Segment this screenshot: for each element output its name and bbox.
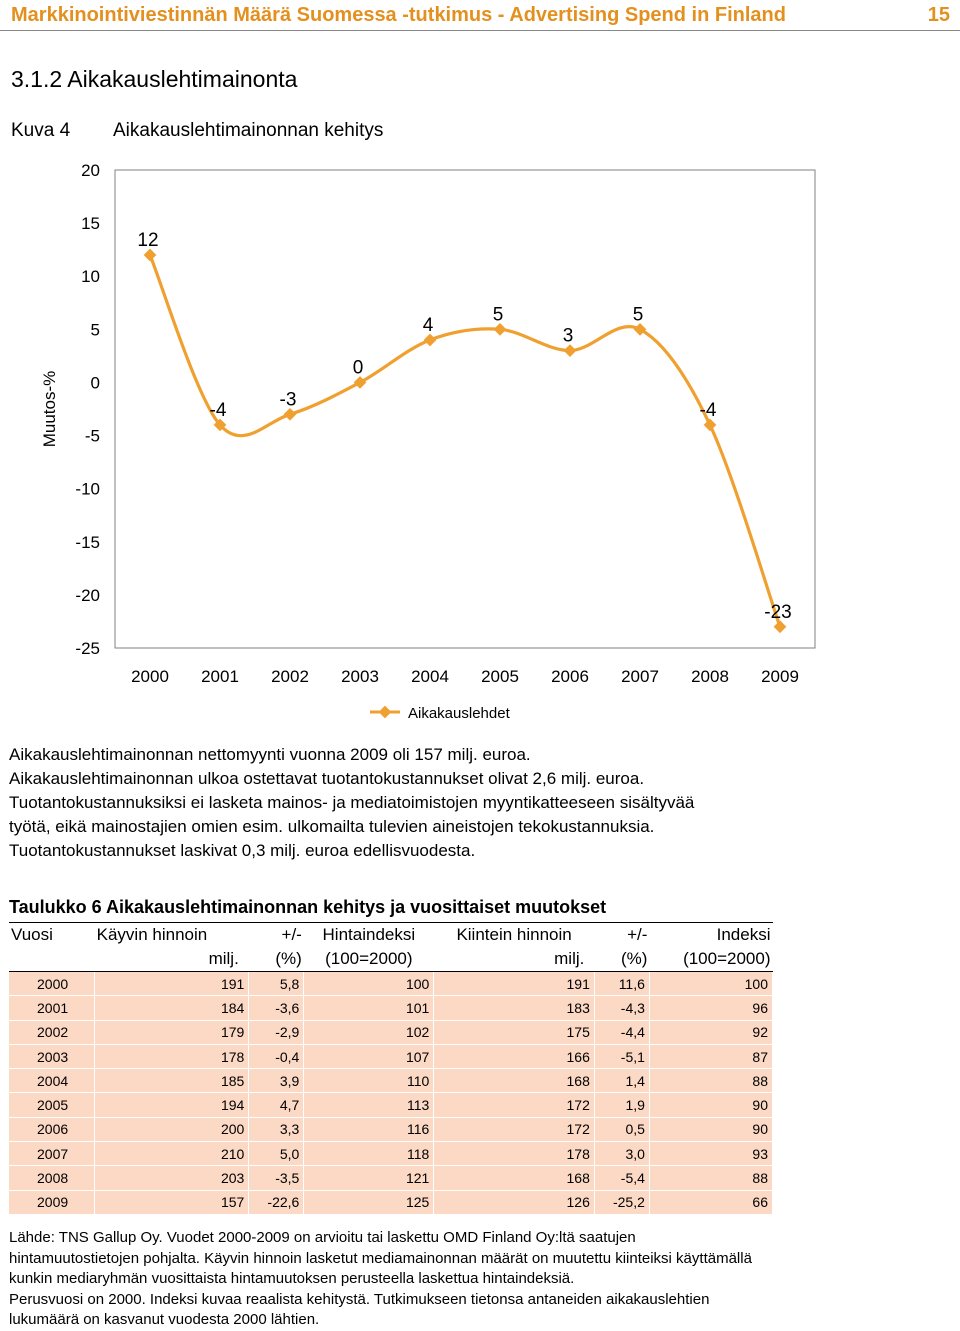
table-header-cell: Käyvin hinnoin <box>95 923 249 948</box>
source-line: hintamuutostietojen pohjalta. Käyvin hinnoin lasketut mediamainonnan määrät on muutettu kiinteiksi käyttämällä <box>9 1249 752 1267</box>
data-label: -23 <box>764 601 792 623</box>
x-tick-label: 2000 <box>131 667 169 686</box>
table-cell: 2004 <box>9 1069 95 1093</box>
x-tick-label: 2006 <box>551 667 589 686</box>
table-cell: 100 <box>649 972 772 996</box>
table-cell: 175 <box>434 1020 595 1044</box>
table-cell: 172 <box>434 1093 595 1117</box>
data-label: -4 <box>209 399 227 421</box>
source-line: Lähde: TNS Gallup Oy. Vuodet 2000-2009 on arvioitu tai laskettu OMD Finland Oy:ltä saatujen <box>9 1229 636 1246</box>
y-tick-label: -5 <box>84 426 100 446</box>
table-cell: 191 <box>95 972 249 996</box>
table-cell: 166 <box>434 1044 595 1068</box>
table-cell: -3,5 <box>249 1166 304 1190</box>
table-row <box>9 1044 773 1068</box>
table-cell: 11,6 <box>594 972 649 996</box>
x-tick-label: 2009 <box>761 667 799 686</box>
data-label: 3 <box>562 325 574 347</box>
table-cell: 172 <box>434 1117 595 1141</box>
table-cell: 168 <box>434 1069 595 1093</box>
table-cell: 2000 <box>9 972 95 996</box>
table-header-cell: Hintaindeksi <box>304 923 434 948</box>
table-cell: 107 <box>304 1044 434 1068</box>
table-cell: 203 <box>95 1166 249 1190</box>
table-title: Taulukko 6 Aikakauslehtimainonnan kehitys ja vuosittaiset muutokset <box>9 897 607 917</box>
paragraph-line: Tuotantokustannuksiksi ei lasketa mainos- ja mediatoimistojen myyntikatteeseen sisältyvää <box>9 793 695 812</box>
table-row <box>9 1142 773 1166</box>
source-line: Perusvuosi on 2000. Indeksi kuvaa reaalista kehitystä. Tutkimukseen tietonsa antaneiden aikakauslehtien <box>9 1290 710 1308</box>
table-cell: 1,4 <box>594 1069 649 1093</box>
table-cell: 2009 <box>9 1190 95 1214</box>
table-cell: 2005 <box>9 1093 95 1117</box>
data-label: 12 <box>137 229 159 251</box>
table-cell: 88 <box>649 1069 772 1093</box>
page-header <box>0 0 960 31</box>
y-tick-label: 20 <box>81 161 100 180</box>
data-table <box>9 922 773 1215</box>
table-cell: 157 <box>95 1190 249 1214</box>
table-header-row <box>9 923 773 948</box>
table-cell: 2006 <box>9 1117 95 1141</box>
table-row <box>9 1117 773 1141</box>
paragraph-line: Aikakauslehtimainonnan ulkoa ostettavat tuotantokustannukset olivat 2,6 milj. euroa. <box>9 769 645 788</box>
table-cell: 194 <box>95 1093 249 1117</box>
paragraph-line: työtä, eikä mainostajien omien esim. ulkomailta tulevien aineistojen tekokustannuksia. <box>9 817 655 836</box>
table-cell: -0,4 <box>249 1044 304 1068</box>
table-cell: 90 <box>649 1093 772 1117</box>
table-header-cell: (100=2000) <box>304 947 434 972</box>
table-row <box>9 1093 773 1117</box>
data-label: 0 <box>352 357 364 379</box>
table-header-text: milj. <box>208 949 239 968</box>
source-line: kunkin mediaryhmän vuosittaista hintamuutoksen perusteella laskettua hintaindeksiä. <box>9 1270 575 1287</box>
table-cell: 121 <box>304 1166 434 1190</box>
table-row <box>9 1069 773 1093</box>
header-title: Markkinointiviestinnän Määrä Suomessa -tutkimus - Advertising Spend in Finland <box>11 4 786 26</box>
legend-marker <box>379 706 392 719</box>
table-header-cell: (%) <box>594 947 649 972</box>
data-label: 5 <box>492 304 504 326</box>
series-line <box>150 255 780 627</box>
table-cell: 87 <box>649 1044 772 1068</box>
table-cell: -25,2 <box>594 1190 649 1214</box>
y-tick-label: 0 <box>90 373 100 393</box>
section-title: 3.1.2 Aikakauslehtimainonta <box>11 66 298 92</box>
table-row <box>9 1190 773 1214</box>
x-tick-label: 2008 <box>691 667 729 686</box>
data-label: 4 <box>422 314 434 336</box>
table-cell: 210 <box>95 1142 249 1166</box>
figure-title: Aikakauslehtimainonnan kehitys <box>113 120 384 141</box>
paragraph-line: Aikakauslehtimainonnan nettomyynti vuonna 2009 oli 157 milj. euroa. <box>9 745 531 764</box>
table-header-cell: Vuosi <box>9 923 95 948</box>
table-cell: -5,4 <box>594 1166 649 1190</box>
table-cell: 2003 <box>9 1044 95 1068</box>
x-tick-label: 2004 <box>411 667 449 686</box>
x-tick-label: 2003 <box>341 667 379 686</box>
page-number: 15 <box>927 4 950 26</box>
table-header-row <box>9 947 773 972</box>
y-tick-label: -15 <box>75 532 100 552</box>
table-cell: 183 <box>434 996 595 1020</box>
paragraph-line: Tuotantokustannukset laskivat 0,3 milj. euroa edellisvuodesta. <box>9 841 476 860</box>
table-header-cell: (%) <box>249 947 304 972</box>
table-cell: 191 <box>434 972 595 996</box>
source-notes <box>9 1228 954 1331</box>
table-cell: -4,4 <box>594 1020 649 1044</box>
table-header-cell <box>434 947 595 972</box>
table-cell: 178 <box>434 1142 595 1166</box>
table-cell: 168 <box>434 1166 595 1190</box>
table-row <box>9 972 773 996</box>
y-tick-label: 5 <box>90 320 100 340</box>
y-tick-label: 15 <box>81 214 100 234</box>
data-label: -4 <box>699 399 717 421</box>
table-cell: 2002 <box>9 1020 95 1044</box>
table-cell: 110 <box>304 1069 434 1093</box>
data-label: -3 <box>279 389 297 411</box>
x-tick-label: 2005 <box>481 667 519 686</box>
table-row <box>9 996 773 1020</box>
x-tick-label: 2002 <box>271 667 309 686</box>
table-cell: 5,8 <box>249 972 304 996</box>
table-cell: 102 <box>304 1020 434 1044</box>
table-cell: 88 <box>649 1166 772 1190</box>
table-cell: 179 <box>95 1020 249 1044</box>
table-cell: -22,6 <box>249 1190 304 1214</box>
x-tick-label: 2007 <box>621 667 659 686</box>
table-header-cell: +/- <box>249 923 304 948</box>
y-tick-label: -25 <box>75 639 100 658</box>
table-cell: 2007 <box>9 1142 95 1166</box>
table-cell: 101 <box>304 996 434 1020</box>
table-cell: 2008 <box>9 1166 95 1190</box>
table-row <box>9 1166 773 1190</box>
table-header-cell: +/- <box>594 923 649 948</box>
table-cell: 92 <box>649 1020 772 1044</box>
table-cell: 4,7 <box>249 1093 304 1117</box>
y-tick-label: -20 <box>75 585 100 605</box>
table-header-cell: Kiintein hinnoin <box>434 923 595 948</box>
table-cell: 0,5 <box>594 1117 649 1141</box>
table-cell: -4,3 <box>594 996 649 1020</box>
table-cell: 1,9 <box>594 1093 649 1117</box>
table-cell: 178 <box>95 1044 249 1068</box>
table-cell: 90 <box>649 1117 772 1141</box>
table-row <box>9 1020 773 1044</box>
body-text <box>9 743 949 863</box>
table-cell: 116 <box>304 1117 434 1141</box>
data-label: 5 <box>632 304 644 326</box>
y-axis-label: Muutos-% <box>40 370 59 448</box>
line-chart <box>0 140 960 725</box>
table-cell: 100 <box>304 972 434 996</box>
y-tick-label: 10 <box>81 267 100 287</box>
table-cell: 3,3 <box>249 1117 304 1141</box>
table-cell: 3,9 <box>249 1069 304 1093</box>
x-tick-label: 2001 <box>201 667 239 686</box>
table-cell: 3,0 <box>594 1142 649 1166</box>
table-cell: 200 <box>95 1117 249 1141</box>
table-cell: 113 <box>304 1093 434 1117</box>
table-cell: 2001 <box>9 996 95 1020</box>
table-cell: 184 <box>95 996 249 1020</box>
legend-label: Aikakauslehdet <box>408 705 510 722</box>
table-cell: -3,6 <box>249 996 304 1020</box>
table-header-cell <box>95 947 249 972</box>
table-header-cell: Indeksi <box>649 923 772 948</box>
table-cell: 185 <box>95 1069 249 1093</box>
table-cell: 96 <box>649 996 772 1020</box>
y-tick-label: -10 <box>75 479 100 499</box>
table-cell: 93 <box>649 1142 772 1166</box>
source-line: lukumäärä on kasvanut vuodesta 2000 lähtien. <box>9 1311 320 1328</box>
table-cell: -5,1 <box>594 1044 649 1068</box>
table-cell: 126 <box>434 1190 595 1214</box>
table-cell: 118 <box>304 1142 434 1166</box>
table-header-cell <box>9 947 95 972</box>
table-header-cell: (100=2000) <box>649 947 772 972</box>
table-cell: 125 <box>304 1190 434 1214</box>
table-cell: 5,0 <box>249 1142 304 1166</box>
table-header-text: milj. <box>554 949 585 968</box>
figure-label: Kuva 4 <box>11 120 71 141</box>
table-cell: 66 <box>649 1190 772 1214</box>
table-cell: -2,9 <box>249 1020 304 1044</box>
